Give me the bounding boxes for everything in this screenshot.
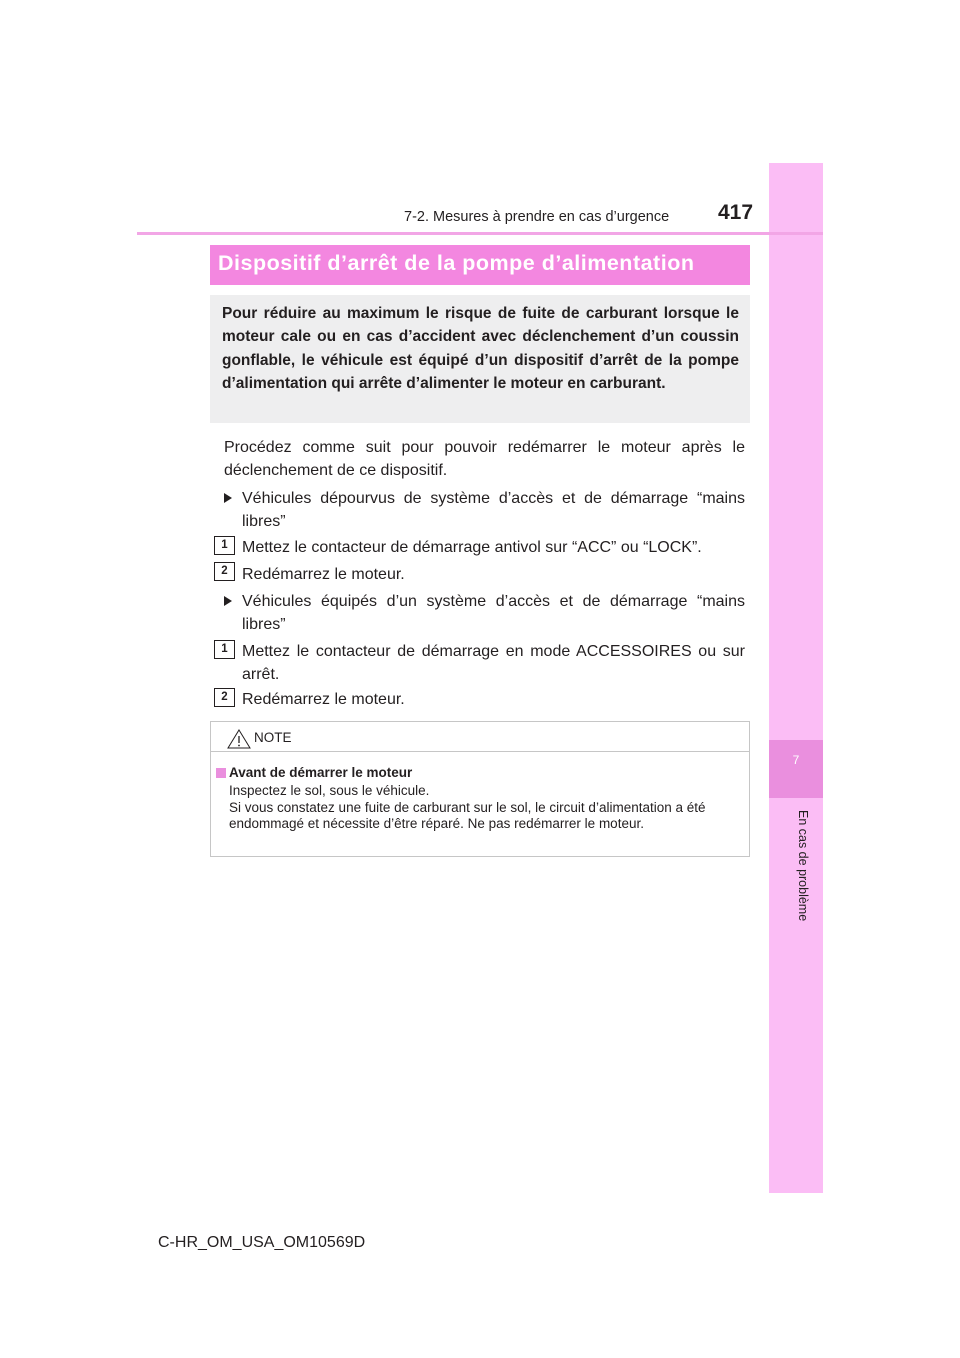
- lead-paragraph: Procédez comme suit pour pouvoir redémarrer le moteur après le déclenchement de ce dispositif.: [224, 439, 745, 479]
- step-text: Redémarrez le moteur.: [242, 566, 405, 583]
- header-rule: [137, 232, 823, 235]
- chapter-number: 7: [792, 753, 800, 767]
- square-bullet-icon: [216, 768, 226, 778]
- bullet-text: Véhicules équipés d’un système d’accès et de démarrage “mains libres”: [242, 593, 745, 633]
- page-number: 417: [718, 201, 754, 224]
- intro-text: Pour réduire au maximum le risque de fuite de carburant lorsque le moteur cale ou en cas d’accident avec déclenchement d’un coussin gonflable, le véhicule est équipé d’un dispositif d’arrêt de la pompe d’alimentation qui arrête d’alimenter le moteur en carburant.: [222, 305, 739, 392]
- chapter-tab: [769, 740, 823, 798]
- step-number-badge: 1: [214, 536, 235, 555]
- chapter-sidebar: [769, 163, 823, 1193]
- step-text: Mettez le contacteur de démarrage antivol sur “ACC” ou “LOCK”.: [242, 539, 702, 556]
- triangle-bullet-icon: [224, 493, 232, 503]
- page-title: Dispositif d’arrêt de la pompe d’alimentation: [218, 251, 695, 275]
- note-label: NOTE: [254, 730, 292, 745]
- note-box: [210, 721, 750, 857]
- note-divider: [211, 751, 749, 752]
- warning-triangle-icon: [227, 729, 251, 749]
- note-body: Inspectez le sol, sous le véhicule. Si vous constatez une fuite de carburant sur le sol, le circuit d’alimentation a été endommagé et nécessite d’être réparé. Ne pas redémarrer le moteur.: [229, 783, 706, 831]
- step-number-badge: 2: [214, 688, 235, 707]
- section-heading: 7-2. Mesures à prendre en cas d’urgence: [404, 209, 670, 225]
- step-text: Redémarrez le moteur.: [242, 691, 405, 708]
- step-number-badge: 1: [214, 640, 235, 659]
- bullet-text: Véhicules dépourvus de système d’accès et de démarrage “mains libres”: [242, 490, 745, 530]
- note-heading: Avant de démarrer le moteur: [229, 765, 413, 780]
- step-text: Mettez le contacteur de démarrage en mode ACCESSOIRES ou sur arrêt.: [242, 643, 745, 683]
- chapter-title: En cas de problème: [796, 810, 810, 922]
- document-code: C-HR_OM_USA_OM10569D: [158, 1234, 366, 1251]
- step-number-badge: 2: [214, 562, 235, 581]
- triangle-bullet-icon: [224, 596, 232, 606]
